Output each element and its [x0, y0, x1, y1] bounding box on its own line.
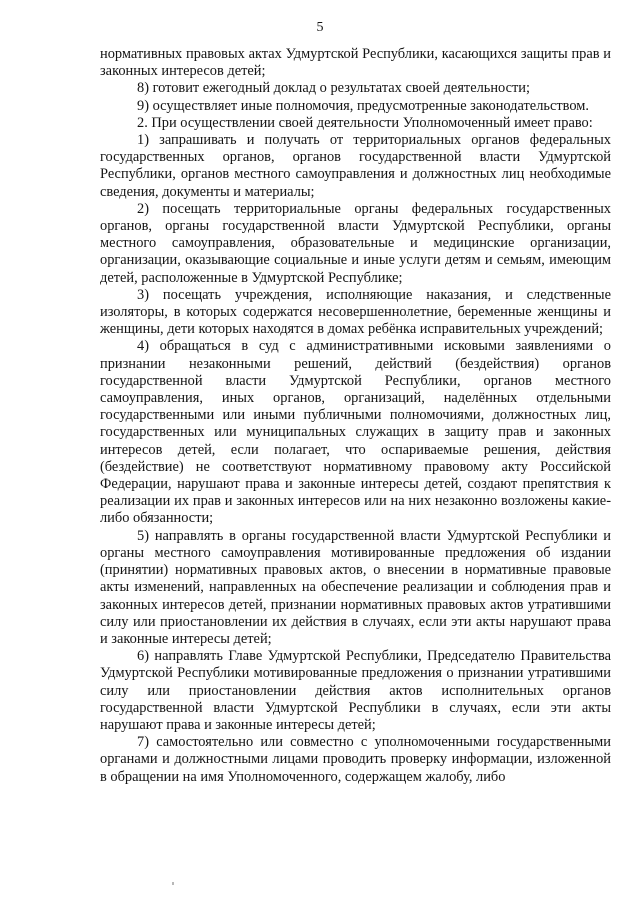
paragraph-right-2: 2) посещать территориальные органы федеральных государственных органов, органы государственной власти Удмуртской Республики, органы местного самоуправления, образовательные и медицинские организации, организации, оказывающие социальные и иные услуги детям и семьям, имеющим детей, расположенные в Удмуртской Республике;: [100, 200, 611, 286]
paragraph-right-1: 1) запрашивать и получать от территориальных органов федеральных государственных органов, органов государственной власти Удмуртской Республики, органов местного самоуправления и должностных лиц необходимые сведения, документы и материалы;: [100, 132, 611, 200]
paragraph-right-6: 6) направлять Главе Удмуртской Республики, Председателю Правительства Удмуртской Республики мотивированные предложения о признании утратившими силу или приостановлении действия актов исполнительных органов государственной власти Удмуртской Республики в случаях, если эти акты нарушают права и законные интересы детей;: [100, 648, 611, 733]
paragraph-right-3: 3) посещать учреждения, исполняющие наказания, и следственные изоляторы, в которых содержатся несовершеннолетние, беременные женщины и женщины, дети которых находятся в домах ребёнка исправительных учреждений;: [100, 286, 611, 338]
document-body: [100, 46, 611, 786]
page-number: 5: [316, 20, 324, 35]
paragraph-continuation: нормативных правовых актах Удмуртской Республики, касающихся защиты прав и законных интересов детей;: [100, 46, 611, 80]
paragraph-right-4: 4) обращаться в суд с административными исковыми заявлениями о признании незаконными решений, действий (бездействия) органов государственной власти Удмуртской Республики, органов местного самоуправления, иных органов, организаций, наделённых отдельными государственными или иными публичными полномочиями, должностных лиц, государственных или муниципальных служащих в защиту прав и законных интересов детей, если полагает, что оспариваемые решения, действия (бездействие) не соответствуют нормативному правовому акту Российской Федерации, нарушают права и законные интересы детей, создают препятствия к реализации их прав и законных интересов или на них незаконно возложены какие-либо обязанности;: [100, 338, 611, 527]
paragraph-right-5: 5) направлять в органы государственной власти Удмуртской Республики и органы местного самоуправления мотивированные предложения об издании (принятии) нормативных правовых актов, о внесении в нормативные правовые акты изменений, направленных на обеспечение реализации и соблюдения прав и законных интересов детей, признании нормативных правовых актов утратившими силу или приостановлении их действия в случаях, если эти акты нарушают права и законные интересы детей;: [100, 527, 611, 647]
paragraph-right-7: 7) самостоятельно или совместно с уполномоченными государственными органами и должностными лицами проводить проверку информации, изложенной в обращении на имя Уполномоченного, содержащем жалобу, либо: [100, 734, 611, 785]
paragraph-item-8: 8) готовит ежегодный доклад о результатах своей деятельности;: [137, 80, 530, 97]
scan-speck: [172, 882, 174, 885]
paragraph-part-2: 2. При осуществлении своей деятельности Уполномоченный имеет право:: [137, 114, 593, 131]
paragraph-item-9: 9) осуществляет иные полномочия, предусмотренные законодательством.: [137, 97, 589, 114]
